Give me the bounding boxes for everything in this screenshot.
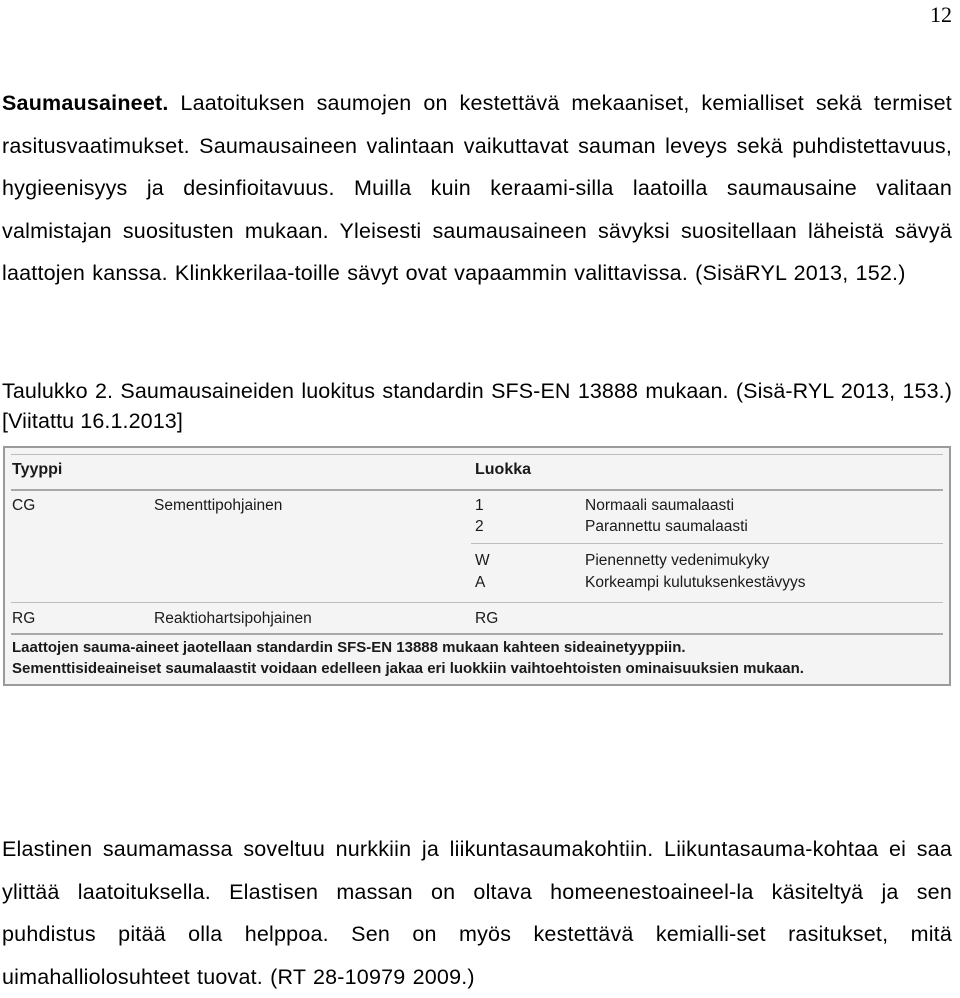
row-rg-class: RG xyxy=(475,610,499,627)
run-in-heading: Saumausaineet. xyxy=(2,91,169,115)
header-tyyppi: Tyyppi xyxy=(12,461,63,478)
row-cg-desc-a: Korkeampi kulutuksenkestävyys xyxy=(585,574,806,591)
paragraph-body: Laatoituksen saumojen on kestettävä mekaaniset, kemialliset sekä termiset rasitusvaatimukset. Saumausaineen valintaan vaikuttavat sauman leveys sekä puhdistettavuus, hygieenisyys ja desinfioitavuus. Muilla kuin keraami-silla laatoilla saumausaine valitaan valmistajan suositusten mukaan. Yleisesti saumausaineen sävyksi suositellaan läheistä sävyä laattojen kanssa. Klinkkerilaa-toille sävyt ovat vapaammin valittavissa. (SisäRYL 2013, 152.) xyxy=(2,91,952,285)
row-rg-name: Reaktiohartsipohjainen xyxy=(154,610,312,627)
header-rule xyxy=(11,489,943,491)
row-cg-name: Sementtipohjainen xyxy=(154,497,283,514)
row-rule xyxy=(11,602,943,603)
paragraph-grouting-materials xyxy=(2,82,952,295)
row-cg-class-2: 2 xyxy=(475,518,484,535)
notes-rule xyxy=(11,633,943,635)
row-cg-code: CG xyxy=(12,497,36,514)
table-note-1: Laattojen sauma-aineet jaotellaan standardin SFS-EN 13888 mukaan kahteen sideainetyyppiin. xyxy=(12,639,686,656)
row-cg-class-w: W xyxy=(475,552,490,569)
row-cg-class-a: A xyxy=(475,574,486,591)
row-cg-desc-1: Normaali saumalaasti xyxy=(585,497,735,514)
row-cg-desc-2: Parannettu saumalaasti xyxy=(585,518,748,535)
table-top-rule xyxy=(11,454,943,455)
header-luokka: Luokka xyxy=(475,461,532,478)
row-cg-desc-w: Pienennetty vedenimukyky xyxy=(585,552,770,569)
table-note-2: Sementtisideaineiset saumalaastit voidaan edelleen jakaa eri luokkiin vaihtoehtoisten ominaisuuksien mukaan. xyxy=(12,660,804,677)
class-rule xyxy=(471,543,943,544)
table-caption: Taulukko 2. Saumausaineiden luokitus standardin SFS-EN 13888 mukaan. (Sisä-RYL 2013, 153.) [Viitattu 16.1.2013] xyxy=(2,379,952,433)
grout-classification-table xyxy=(3,446,951,686)
row-rg-code: RG xyxy=(12,610,36,627)
page-number: 12 xyxy=(930,2,952,27)
row-cg-class-1: 1 xyxy=(475,497,484,514)
paragraph-elastic-sealant: Elastinen saumamassa soveltuu nurkkiin ja liikuntasaumakohtiin. Liikuntasauma-kohtaa ei saa ylittää laatoituksella. Elastisen massan on oltava homeenestoaineel-la käsiteltyä ja sen puhdistus pitää olla helppoa. Sen on myös kestettävä kemialli-set rasitukset, mitä uimahalliolosuhteet tuovat. (RT 28-10979 2009.) xyxy=(2,837,952,989)
